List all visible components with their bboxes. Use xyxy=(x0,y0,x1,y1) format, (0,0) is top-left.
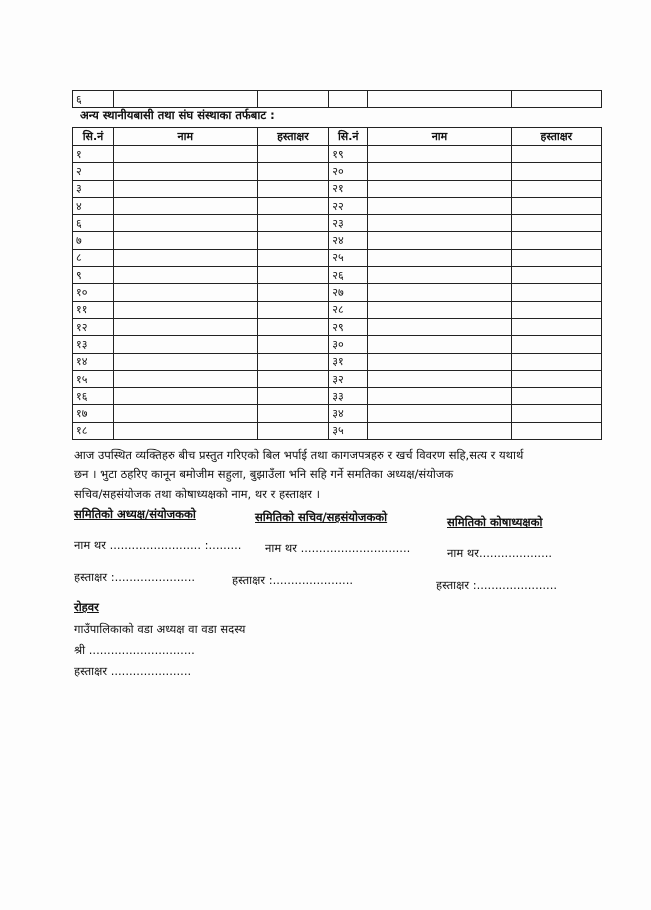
serial-cell: ३ xyxy=(73,180,114,197)
table-row xyxy=(73,284,602,301)
serial-cell: १३ xyxy=(73,336,114,353)
serial-cell: ८ xyxy=(73,249,114,266)
serial-cell: ७ xyxy=(73,232,114,249)
column-header: नाम xyxy=(368,128,512,146)
table-row xyxy=(73,388,602,405)
witness-name-field: श्री ............................. xyxy=(74,643,195,657)
name-cell xyxy=(114,197,258,214)
declaration-line-3: सचिव/सहसंयोजक तथा कोषाध्यक्षको नाम, थर र हस्ताक्षर । xyxy=(74,487,321,501)
secretary-name-field: नाम थर .............................. xyxy=(265,541,411,555)
serial-cell: ४ xyxy=(73,197,114,214)
signature-cell xyxy=(257,353,329,370)
serial-cell: २३ xyxy=(329,215,368,232)
chair-name-field: नाम थर ......................... :......... xyxy=(74,538,242,552)
column-header: हस्ताक्षर xyxy=(511,128,601,146)
name-cell xyxy=(114,318,258,335)
signature-cell xyxy=(511,422,601,439)
column-header: सि.नं xyxy=(329,128,368,146)
signature-cell xyxy=(511,405,601,422)
signature-cell xyxy=(511,353,601,370)
name-cell xyxy=(114,388,258,405)
signature-cell xyxy=(511,370,601,387)
name-cell xyxy=(114,91,258,108)
name-cell xyxy=(368,405,512,422)
serial-cell: २४ xyxy=(329,232,368,249)
name-cell xyxy=(368,197,512,214)
table-row xyxy=(73,422,602,439)
name-cell xyxy=(114,284,258,301)
name-cell xyxy=(368,180,512,197)
serial-cell: १५ xyxy=(73,370,114,387)
table-row xyxy=(73,215,602,232)
signature-cell xyxy=(257,336,329,353)
name-cell xyxy=(114,249,258,266)
signature-cell xyxy=(511,301,601,318)
table-row xyxy=(73,267,602,284)
name-cell xyxy=(114,232,258,249)
name-cell xyxy=(114,180,258,197)
table-row xyxy=(73,353,602,370)
attendance-table xyxy=(72,127,602,440)
name-cell xyxy=(368,388,512,405)
name-cell xyxy=(114,215,258,232)
secretary-signature-field: हस्ताक्षर :...................... xyxy=(232,573,354,587)
signature-cell xyxy=(257,232,329,249)
signature-cell xyxy=(511,91,601,108)
signature-cell xyxy=(257,163,329,180)
signature-cell xyxy=(257,370,329,387)
signature-cell xyxy=(511,284,601,301)
signature-cell xyxy=(257,180,329,197)
name-cell xyxy=(114,336,258,353)
witness-heading: रोहवर xyxy=(74,600,99,614)
name-cell xyxy=(114,146,258,163)
signature-cell xyxy=(511,249,601,266)
witness-title: गाउँपालिकाको वडा अध्यक्ष वा वडा सदस्य xyxy=(74,622,246,636)
name-cell xyxy=(114,301,258,318)
serial-cell: ९ xyxy=(73,267,114,284)
signature-cell xyxy=(257,284,329,301)
serial-cell: १६ xyxy=(73,388,114,405)
table-row xyxy=(73,336,602,353)
name-cell xyxy=(368,215,512,232)
top-table xyxy=(72,90,602,108)
signature-cell xyxy=(257,388,329,405)
table-row xyxy=(73,197,602,214)
name-cell xyxy=(368,163,512,180)
serial-cell: ११ xyxy=(73,301,114,318)
signature-cell xyxy=(511,146,601,163)
name-cell xyxy=(368,336,512,353)
serial-cell: २६ xyxy=(329,267,368,284)
serial-cell: ३० xyxy=(329,336,368,353)
signature-cell xyxy=(511,197,601,214)
name-cell xyxy=(368,301,512,318)
treasurer-label: समितिको कोषाध्यक्षको xyxy=(447,515,543,529)
serial-cell: १९ xyxy=(329,146,368,163)
serial-cell xyxy=(329,91,368,108)
signature-cell xyxy=(257,318,329,335)
serial-cell: १ xyxy=(73,146,114,163)
signature-cell xyxy=(257,91,329,108)
name-cell xyxy=(368,249,512,266)
serial-cell: २५ xyxy=(329,249,368,266)
serial-cell: २ xyxy=(73,163,114,180)
name-cell xyxy=(368,422,512,439)
name-cell xyxy=(114,163,258,180)
serial-cell: १८ xyxy=(73,422,114,439)
chair-label: समितिको अध्यक्ष/संयोजकको xyxy=(74,507,196,521)
signature-cell xyxy=(511,180,601,197)
name-cell xyxy=(114,353,258,370)
table-row xyxy=(73,405,602,422)
table-row xyxy=(73,91,602,108)
serial-cell: ३४ xyxy=(329,405,368,422)
signature-cell xyxy=(257,405,329,422)
table-row xyxy=(73,163,602,180)
serial-cell: २२ xyxy=(329,197,368,214)
table-row xyxy=(73,370,602,387)
signature-cell xyxy=(511,318,601,335)
serial-cell: १० xyxy=(73,284,114,301)
serial-cell: ३३ xyxy=(329,388,368,405)
column-header: हस्ताक्षर xyxy=(257,128,329,146)
signature-cell xyxy=(511,163,601,180)
secretary-label: समितिको सचिव/सहसंयोजकको xyxy=(255,510,388,524)
name-cell xyxy=(368,353,512,370)
table-row xyxy=(73,318,602,335)
name-cell xyxy=(114,405,258,422)
chair-signature-field: हस्ताक्षर :...................... xyxy=(74,570,196,584)
signature-cell xyxy=(511,336,601,353)
name-cell xyxy=(368,267,512,284)
name-cell xyxy=(114,267,258,284)
table-row xyxy=(73,249,602,266)
declaration-line-1: आज उपस्थित व्यक्तिहरु बीच प्रस्तुत गरिएको बिल भर्पाई तथा कागजपत्रहरु र खर्च विवरण सहि,सत्य र यथार्थ xyxy=(74,448,524,462)
table-row xyxy=(73,180,602,197)
serial-cell: २८ xyxy=(329,301,368,318)
signature-cell xyxy=(257,146,329,163)
name-cell xyxy=(368,91,512,108)
name-cell xyxy=(368,146,512,163)
serial-cell: १७ xyxy=(73,405,114,422)
signature-cell xyxy=(257,422,329,439)
signature-cell xyxy=(257,301,329,318)
treasurer-name-field: नाम थर.................... xyxy=(447,546,553,560)
signature-cell xyxy=(511,267,601,284)
column-header: नाम xyxy=(114,128,258,146)
name-cell xyxy=(368,284,512,301)
serial-cell: २९ xyxy=(329,318,368,335)
serial-cell: ३२ xyxy=(329,370,368,387)
signature-cell xyxy=(511,232,601,249)
table-row xyxy=(73,301,602,318)
serial-cell: ६ xyxy=(73,91,114,108)
signature-cell xyxy=(511,215,601,232)
serial-cell: १४ xyxy=(73,353,114,370)
section-heading: अन्य स्थानीयबासी तथा संघ संस्थाका तर्फबाट : xyxy=(80,108,275,122)
name-cell xyxy=(368,370,512,387)
serial-cell: २७ xyxy=(329,284,368,301)
serial-cell: १२ xyxy=(73,318,114,335)
column-header: सि.नं xyxy=(73,128,114,146)
serial-cell: २० xyxy=(329,163,368,180)
treasurer-signature-field: हस्ताक्षर :...................... xyxy=(436,578,558,592)
signature-cell xyxy=(257,197,329,214)
name-cell xyxy=(114,370,258,387)
signature-cell xyxy=(511,388,601,405)
serial-cell: ३५ xyxy=(329,422,368,439)
table-row xyxy=(73,232,602,249)
witness-signature-field: हस्ताक्षर ...................... xyxy=(74,664,192,678)
signature-cell xyxy=(257,267,329,284)
signature-cell xyxy=(257,249,329,266)
serial-cell: २१ xyxy=(329,180,368,197)
serial-cell: ६ xyxy=(73,215,114,232)
name-cell xyxy=(368,318,512,335)
signature-cell xyxy=(257,215,329,232)
table-header-row xyxy=(73,128,602,146)
declaration-line-2: छन । भुटा ठहरिए कानून बमोजीम सहुला, बुझाउँला भनि सहि गर्ने समतिका अध्यक्ष/संयोजक xyxy=(74,467,454,481)
name-cell xyxy=(368,232,512,249)
serial-cell: ३१ xyxy=(329,353,368,370)
name-cell xyxy=(114,422,258,439)
table-row xyxy=(73,146,602,163)
